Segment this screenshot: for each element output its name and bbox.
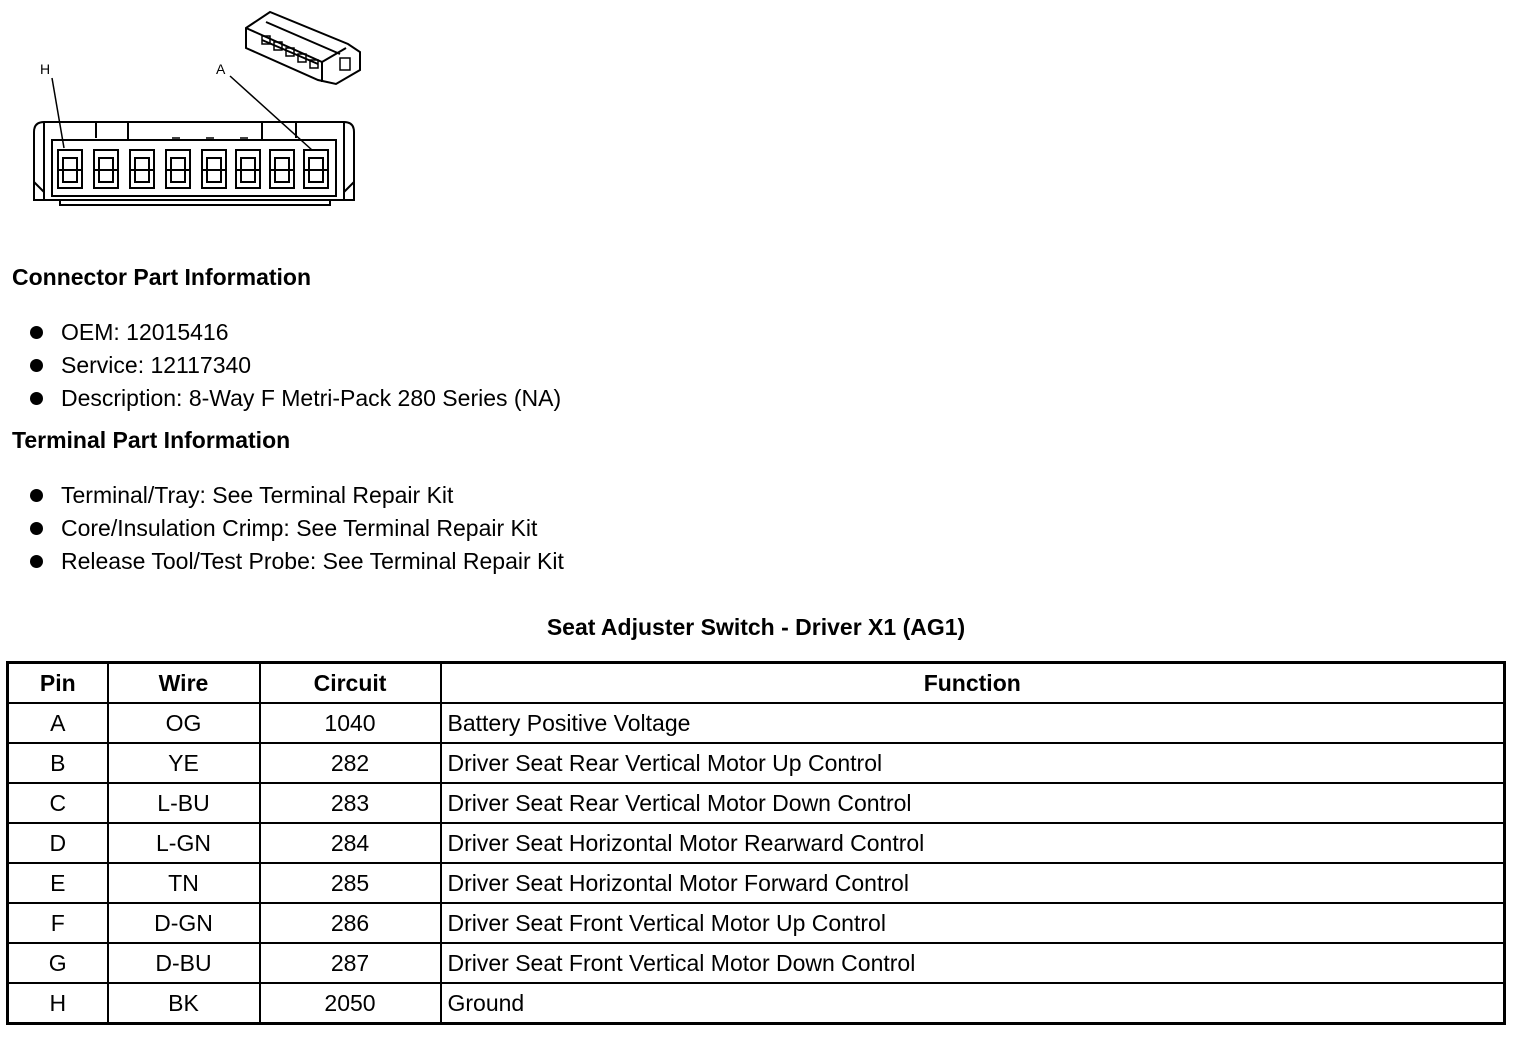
cell-circuit: 286: [260, 903, 441, 943]
cell-circuit: 284: [260, 823, 441, 863]
cell-pin: C: [8, 783, 108, 823]
cell-circuit: 1040: [260, 703, 441, 743]
table-title: Seat Adjuster Switch - Driver X1 (AG1): [546, 614, 966, 640]
cell-function: Battery Positive Voltage: [441, 703, 1505, 743]
bullet-icon: [30, 522, 43, 535]
connector-info-list: [30, 316, 561, 415]
cell-pin: E: [8, 863, 108, 903]
cell-function: Driver Seat Horizontal Motor Rearward Control: [441, 823, 1505, 863]
cell-function: Driver Seat Rear Vertical Motor Down Control: [441, 783, 1505, 823]
cell-function: Ground: [441, 983, 1505, 1024]
bullet-icon: [30, 555, 43, 568]
table-row: [8, 783, 1505, 823]
cell-circuit: 283: [260, 783, 441, 823]
pin-label-a: A: [216, 61, 226, 77]
table-row: [8, 703, 1505, 743]
list-item: Description: 8-Way F Metri-Pack 280 Series (NA): [30, 382, 561, 415]
cell-wire: YE: [108, 743, 260, 783]
table-row: [8, 823, 1505, 863]
cell-circuit: 2050: [260, 983, 441, 1024]
table-row: [8, 983, 1505, 1024]
cell-wire: BK: [108, 983, 260, 1024]
connector-diagram: [0, 0, 380, 220]
cavity-d: [202, 150, 226, 188]
cell-circuit: 285: [260, 863, 441, 903]
pin-label-h: H: [40, 61, 51, 77]
cell-wire: D-GN: [108, 903, 260, 943]
bullet-icon: [30, 326, 43, 339]
list-item: Core/Insulation Crimp: See Terminal Repair Kit: [30, 512, 564, 545]
table-row: [8, 903, 1505, 943]
terminal-info-list: [30, 479, 564, 578]
table-header-row: [8, 663, 1505, 704]
cavity-h: [58, 150, 82, 188]
header-circuit: Circuit: [260, 663, 441, 704]
cell-pin: D: [8, 823, 108, 863]
list-item: Release Tool/Test Probe: See Terminal Repair Kit: [30, 545, 564, 578]
cell-circuit: 282: [260, 743, 441, 783]
cell-wire: D-BU: [108, 943, 260, 983]
cell-pin: A: [8, 703, 108, 743]
cell-wire: L-BU: [108, 783, 260, 823]
connector-thumbnail-icon: [246, 12, 360, 84]
cell-pin: G: [8, 943, 108, 983]
bullet-icon: [30, 392, 43, 405]
list-item: OEM: 12015416: [30, 316, 561, 349]
cell-pin: B: [8, 743, 108, 783]
cell-wire: OG: [108, 703, 260, 743]
pinout-table: [6, 661, 1506, 1025]
header-pin: Pin: [8, 663, 108, 704]
connector-info-title: Connector Part Information: [12, 264, 312, 290]
cavity-b: [270, 150, 294, 188]
cell-function: Driver Seat Rear Vertical Motor Up Control: [441, 743, 1505, 783]
header-function: Function: [441, 663, 1505, 704]
table-row: [8, 863, 1505, 903]
cell-wire: TN: [108, 863, 260, 903]
header-wire: Wire: [108, 663, 260, 704]
cavity-g: [94, 150, 118, 188]
cavity-a: [304, 150, 328, 188]
cell-function: Driver Seat Front Vertical Motor Up Control: [441, 903, 1505, 943]
table-row: [8, 943, 1505, 983]
cell-wire: L-GN: [108, 823, 260, 863]
terminal-info-title: Terminal Part Information: [12, 427, 291, 453]
cell-function: Driver Seat Front Vertical Motor Down Control: [441, 943, 1505, 983]
cavity-e: [166, 150, 190, 188]
cell-pin: F: [8, 903, 108, 943]
cavity-c: [236, 150, 260, 188]
table-row: [8, 743, 1505, 783]
cell-circuit: 287: [260, 943, 441, 983]
cell-pin: H: [8, 983, 108, 1024]
bullet-icon: [30, 489, 43, 502]
cavity-f: [130, 150, 154, 188]
bullet-icon: [30, 359, 43, 372]
list-item: Terminal/Tray: See Terminal Repair Kit: [30, 479, 564, 512]
cell-function: Driver Seat Horizontal Motor Forward Control: [441, 863, 1505, 903]
list-item: Service: 12117340: [30, 349, 561, 382]
